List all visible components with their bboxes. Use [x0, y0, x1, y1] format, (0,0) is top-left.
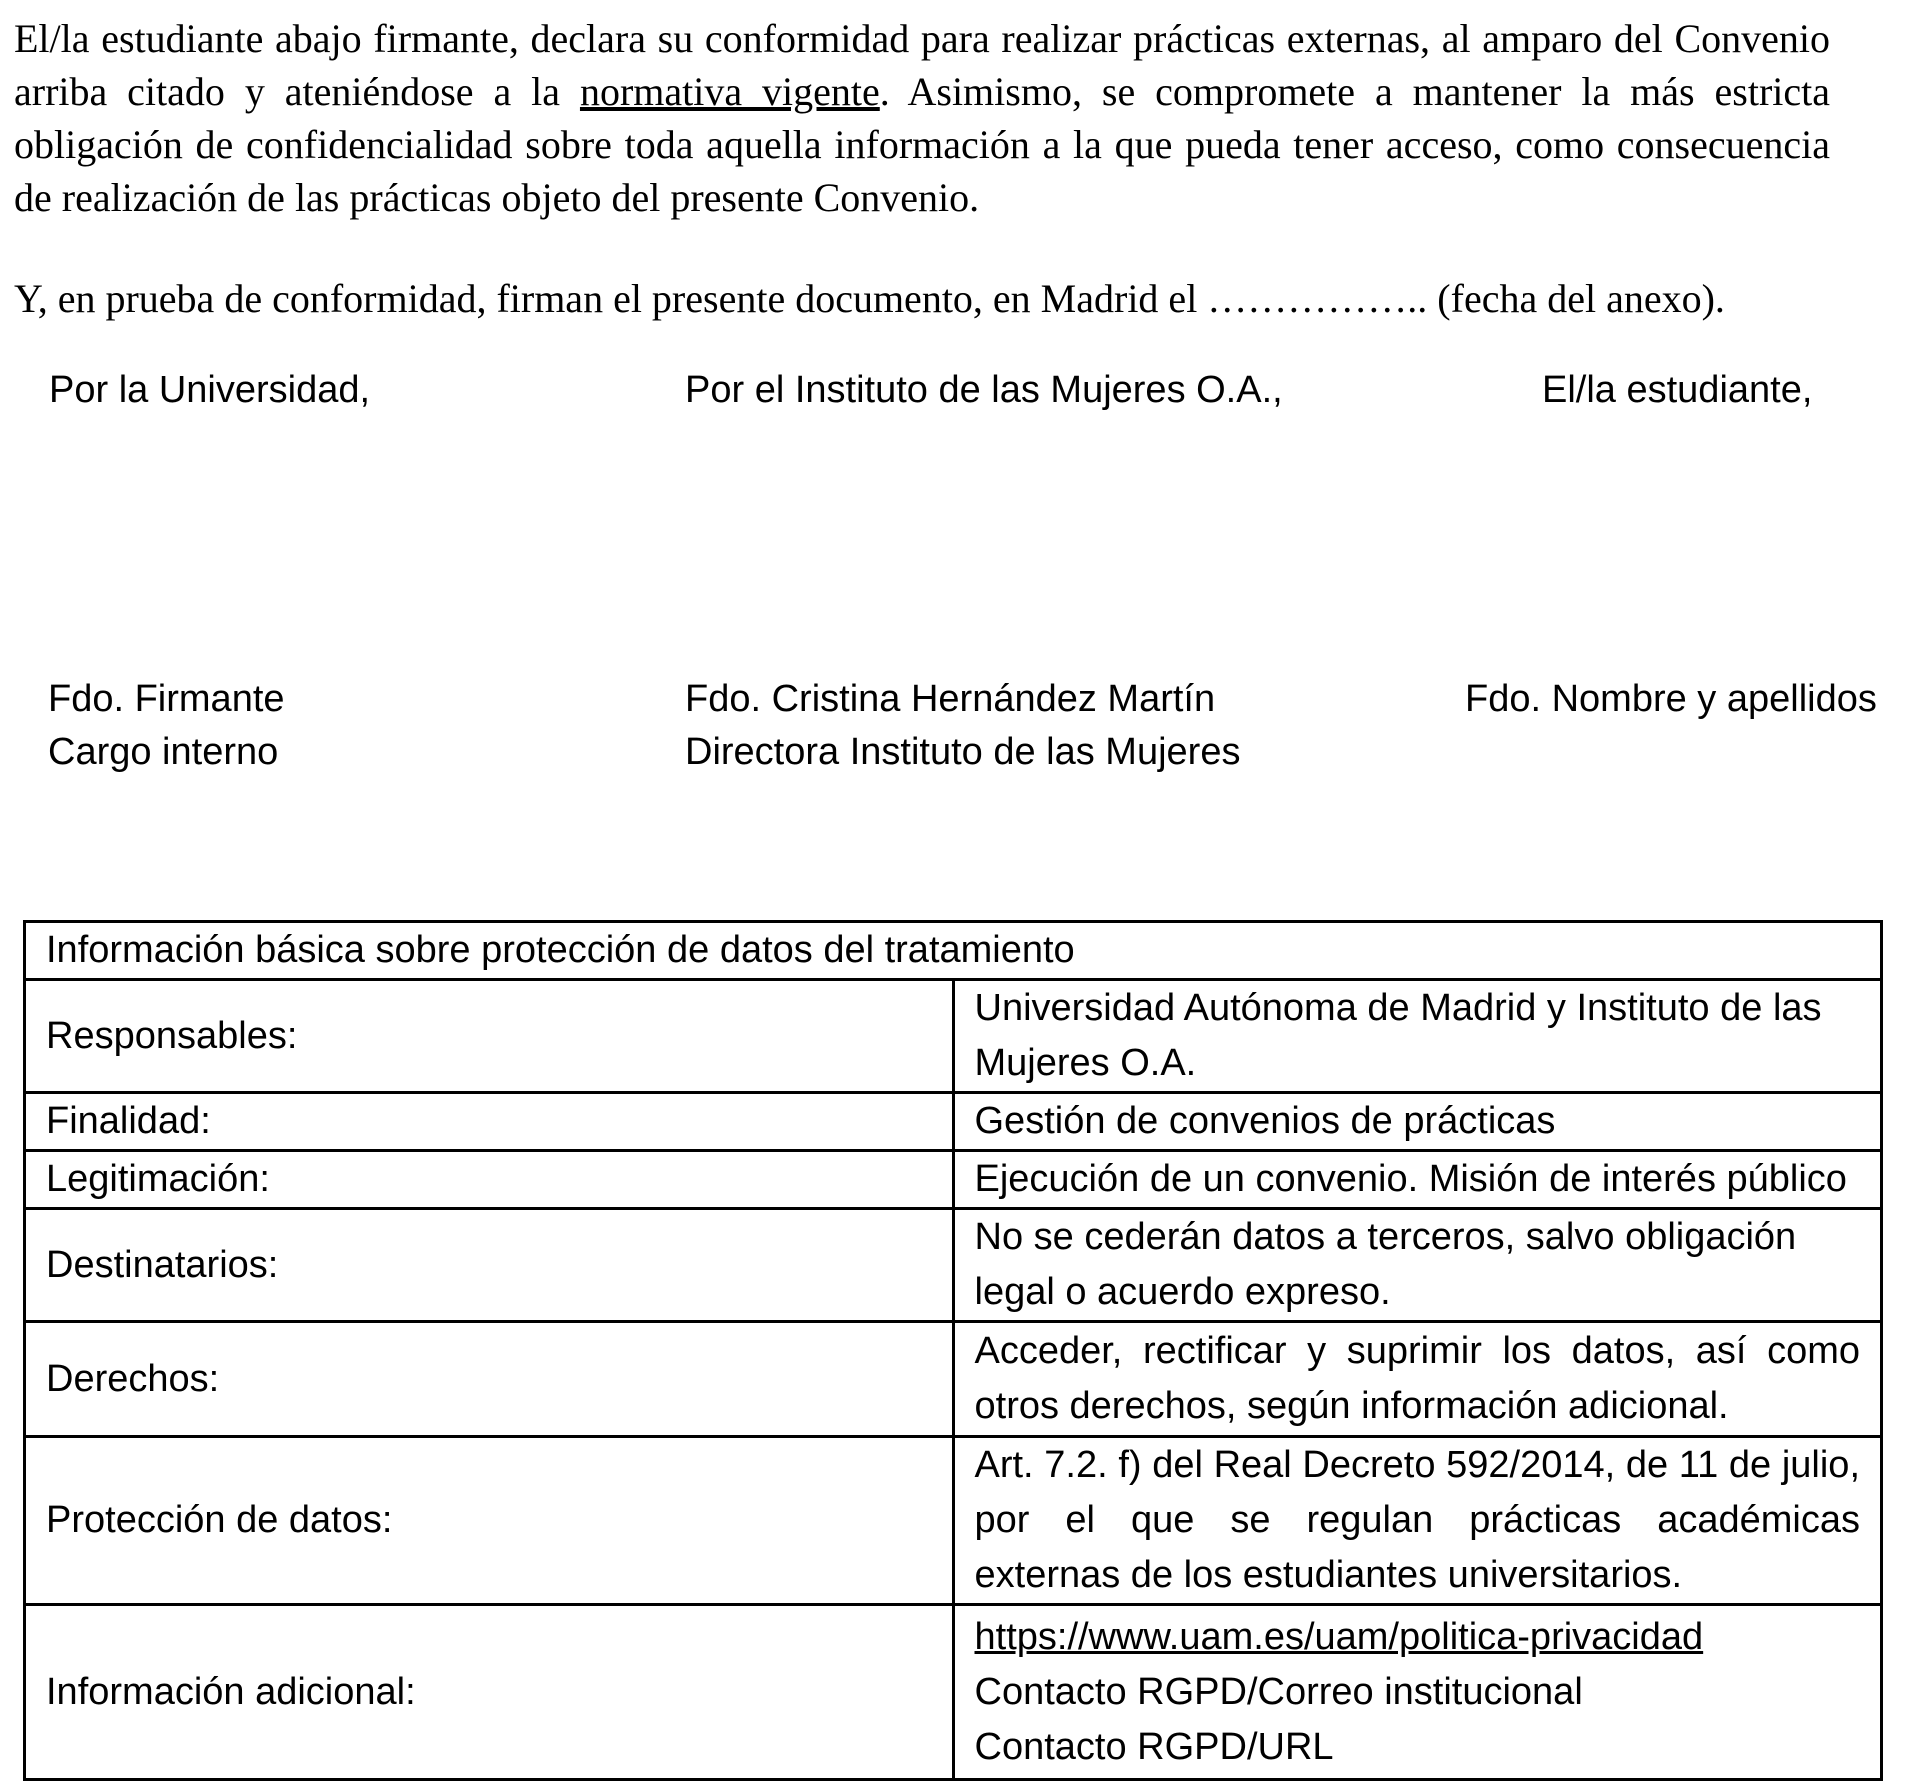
table-row-legitimacion	[25, 1151, 1882, 1209]
paragraph-confidentiality-end: . Asimismo, se compromete a mantener la más estricta obligación de confidencialidad sobre toda aquella información a la que pueda tener acceso, como consecuencia de realización de las prácticas objeto del presente Convenio.	[14, 69, 1830, 220]
signature-institute-name: Fdo. Cristina Hernández Martín	[685, 678, 1216, 720]
paragraph-confidentiality-start: El/la estudiante abajo firmante, declara su conformidad para realizar prácticas externas, al amparo del Convenio arriba citado y ateniéndose a la	[14, 16, 1830, 114]
signature-block-institute	[685, 673, 1240, 779]
row-value-destinatarios: No se cederán datos a terceros, salvo obligación legal o acuerdo expreso.	[953, 1209, 1882, 1322]
privacy-table-title: Información básica sobre protección de datos del tratamiento	[25, 922, 1882, 980]
table-row-proteccion-datos	[25, 1437, 1882, 1605]
signature-student-name: Fdo. Nombre y apellidos	[1465, 678, 1877, 720]
row-value-proteccion-datos: Art. 7.2. f) del Real Decreto 592/2014, de 11 de julio, por el que se regulan prácticas académicas externas de los estudiantes universitarios.	[953, 1437, 1882, 1605]
table-row-responsables	[25, 980, 1882, 1093]
row-label-derechos: Derechos:	[25, 1322, 954, 1437]
privacy-table-title-row	[25, 922, 1882, 980]
row-label-proteccion-datos: Protección de datos:	[25, 1437, 954, 1605]
row-value-derechos: Acceder, rectificar y suprimir los datos, así como otros derechos, según información adicional.	[953, 1322, 1882, 1437]
signature-header-university: Por la Universidad,	[49, 369, 371, 411]
row-label-finalidad: Finalidad:	[25, 1093, 954, 1151]
row-label-responsables: Responsables:	[25, 980, 954, 1093]
row-label-destinatarios: Destinatarios:	[25, 1209, 954, 1322]
signature-block-university	[48, 673, 285, 779]
signature-institute-role: Directora Instituto de las Mujeres	[685, 731, 1241, 773]
signature-university-name: Fdo. Firmante	[48, 678, 285, 720]
paragraph-signing-statement: Y, en prueba de conformidad, firman el presente documento, en Madrid el …………….. (fecha del anexo).	[14, 276, 1725, 321]
table-row-finalidad	[25, 1093, 1882, 1151]
signature-header-student: El/la estudiante,	[1542, 369, 1813, 411]
row-value-responsables: Universidad Autónoma de Madrid y Instituto de las Mujeres O.A.	[953, 980, 1882, 1093]
signature-header-institute: Por el Instituto de las Mujeres O.A.,	[685, 369, 1283, 411]
row-label-legitimacion: Legitimación:	[25, 1151, 954, 1209]
row-value-legitimacion: Ejecución de un convenio. Misión de interés público	[953, 1151, 1882, 1209]
normativa-vigente-underlined-text: normativa vigente	[579, 69, 880, 114]
row-value-informacion-adicional	[953, 1605, 1882, 1780]
signature-block-student	[1465, 673, 1877, 726]
rgpd-contact-url-line: Contacto RGPD/URL	[974, 1725, 1334, 1768]
paragraph-confidentiality	[14, 12, 1830, 224]
privacy-policy-link[interactable]: https://www.uam.es/uam/politica-privacidad	[974, 1615, 1704, 1658]
rgpd-contact-email-line: Contacto RGPD/Correo institucional	[974, 1670, 1583, 1713]
table-row-informacion-adicional	[25, 1605, 1882, 1780]
signature-university-role: Cargo interno	[48, 731, 279, 773]
table-row-destinatarios	[25, 1209, 1882, 1322]
row-value-finalidad: Gestión de convenios de prácticas	[953, 1093, 1882, 1151]
row-label-informacion-adicional: Información adicional:	[25, 1605, 954, 1780]
privacy-table	[23, 920, 1883, 1781]
table-row-derechos	[25, 1322, 1882, 1437]
